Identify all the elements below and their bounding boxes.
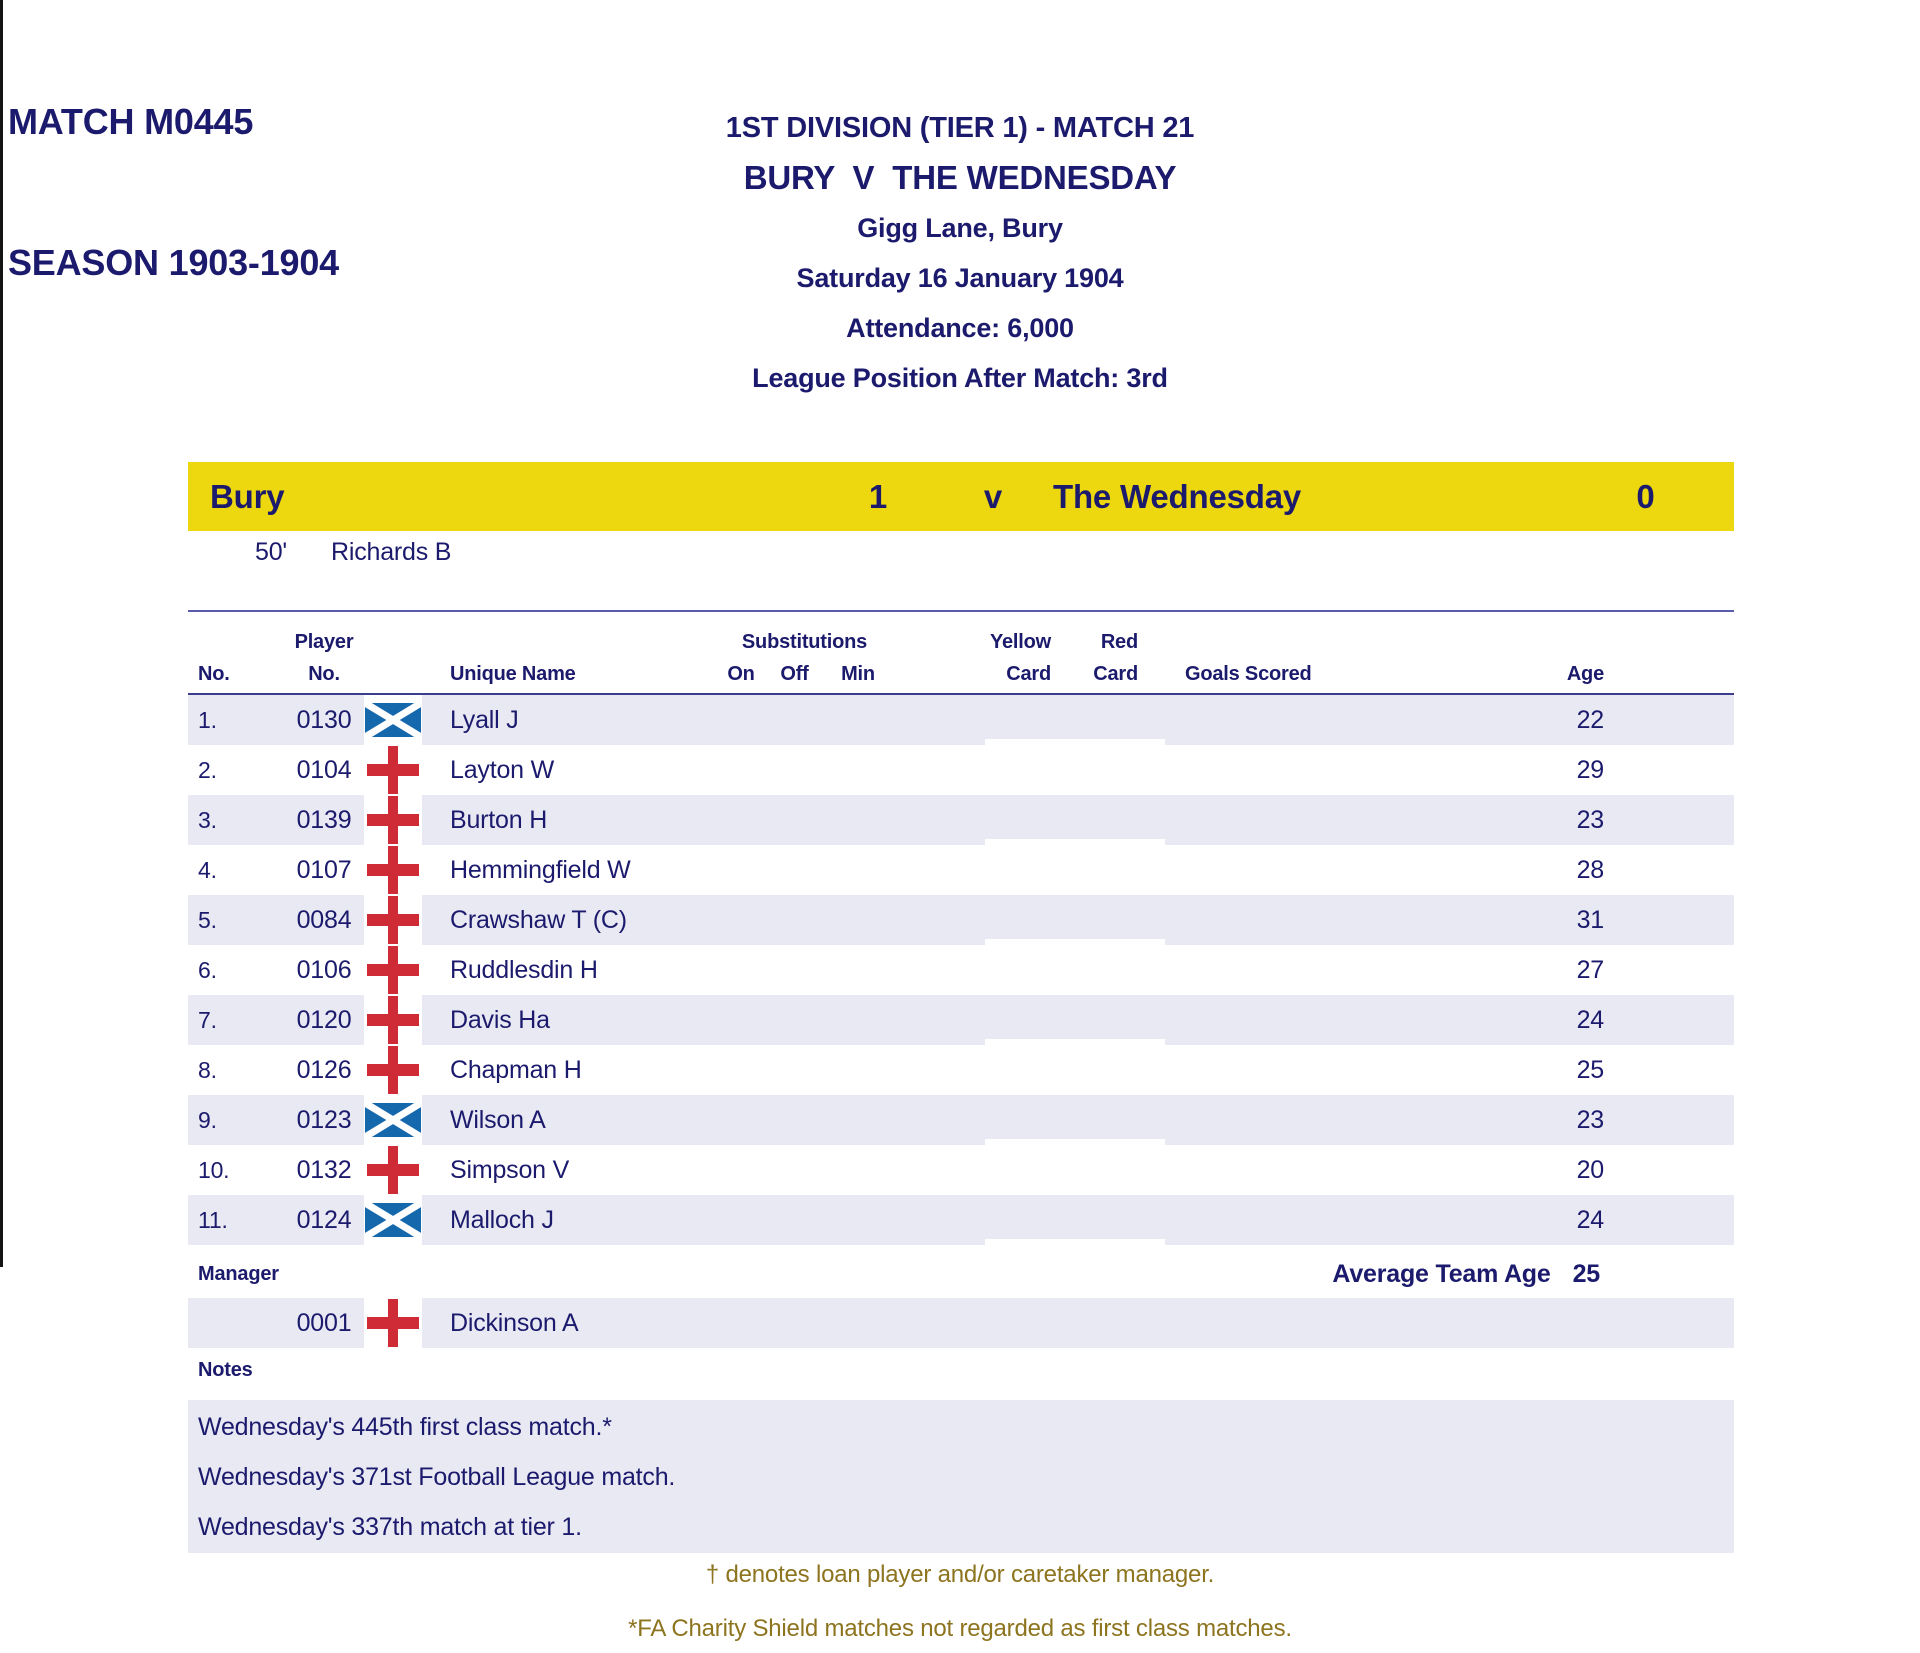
venue-line: Gigg Lane, Bury (857, 213, 1063, 243)
manager-label: Manager (198, 1262, 279, 1285)
nationality-flag-cell (360, 845, 426, 895)
player-age: 23 (1576, 1105, 1604, 1134)
table-header-row-1 (188, 612, 1734, 656)
player-age: 23 (1576, 805, 1604, 834)
row-number: 6. (198, 956, 217, 983)
players-table-body (188, 695, 1734, 1245)
england-flag-icon (367, 1046, 419, 1094)
scotland-flag-icon (365, 703, 421, 737)
player-name: Lyall J (450, 705, 519, 734)
nationality-flag-cell (360, 1298, 426, 1348)
player-age: 25 (1576, 1055, 1604, 1084)
table-row (188, 1095, 1734, 1145)
table-row (188, 1145, 1734, 1195)
nationality-flag-icon (364, 1145, 422, 1195)
table-row (188, 995, 1734, 1045)
match-id-title: MATCH M0445 (8, 101, 254, 142)
row-number: 11. (198, 1206, 228, 1233)
col-age-label: Age (1566, 663, 1604, 685)
nationality-flag-cell (360, 795, 426, 845)
scotland-flag-icon (365, 1203, 421, 1237)
player-age: 24 (1576, 1205, 1604, 1234)
notes-block (188, 1400, 1734, 1553)
player-number: 0104 (296, 755, 352, 784)
table-header-row-2 (188, 656, 1734, 693)
nationality-flag-cell (360, 995, 426, 1045)
player-age: 28 (1576, 855, 1604, 884)
season-title: SEASON 1903-1904 (8, 242, 339, 283)
table-row (188, 1298, 1734, 1348)
row-number: 9. (198, 1106, 217, 1133)
score-banner (188, 462, 1734, 531)
player-number: 0123 (296, 1105, 352, 1134)
nationality-flag-icon (364, 745, 422, 795)
home-team-name: Bury (210, 478, 285, 515)
nationality-flag-icon (364, 945, 422, 995)
nationality-flag-cell (360, 945, 426, 995)
player-name: Burton H (450, 805, 548, 834)
away-team-score: 0 (1636, 478, 1655, 515)
manager-summary-line (188, 1256, 1734, 1292)
row-number: 1. (198, 706, 217, 733)
note-line: Wednesday's 337th match at tier 1. (198, 1513, 582, 1541)
footnote-loan-player: † denotes loan player and/or caretaker manager. (705, 1561, 1215, 1588)
player-number: 0107 (296, 855, 352, 884)
note-line: Wednesday's 371st Football League match. (198, 1463, 676, 1491)
player-age: 22 (1576, 705, 1604, 734)
table-row (188, 845, 1734, 895)
home-team-score: 1 (868, 478, 888, 515)
nationality-flag-cell (360, 1045, 426, 1095)
england-flag-icon (367, 796, 419, 844)
col-no-label: No. (198, 663, 230, 685)
nationality-flag-icon (364, 695, 422, 745)
scotland-flag-icon (365, 1103, 421, 1137)
player-name: Ruddlesdin H (450, 955, 598, 984)
player-number: 0124 (296, 1205, 352, 1234)
row-number: 10. (198, 1156, 230, 1183)
col-unique-name-label: Unique Name (450, 663, 576, 685)
nationality-flag-icon (364, 1045, 422, 1095)
goal-scorer: Richards B (331, 538, 452, 566)
nationality-flag-icon (364, 795, 422, 845)
player-age: 29 (1576, 755, 1604, 784)
table-row (188, 795, 1734, 845)
nationality-flag-icon (364, 995, 422, 1045)
player-name: Malloch J (450, 1205, 554, 1234)
col-on-label: On (727, 663, 755, 685)
row-number: 2. (198, 756, 217, 783)
player-name: Hemmingfield W (450, 855, 631, 884)
england-flag-icon (367, 846, 419, 894)
nationality-flag-cell (360, 745, 426, 795)
table-row (188, 895, 1734, 945)
col-min-label: Min (841, 663, 875, 685)
england-flag-icon (367, 996, 419, 1044)
note-line: Wednesday's 445th first class match.* (198, 1413, 612, 1441)
nationality-flag-icon (364, 1095, 422, 1145)
row-number: 4. (198, 856, 217, 883)
col-red-card-label: Card (1093, 663, 1138, 685)
match-header (0, 103, 1920, 403)
player-number: 0120 (296, 1005, 352, 1034)
player-age: 31 (1576, 905, 1604, 934)
col-yellow-card-label: Card (1006, 663, 1051, 685)
table-row (188, 1045, 1734, 1095)
player-name: Crawshaw T (C) (450, 905, 627, 934)
england-flag-icon (367, 1146, 419, 1194)
row-number: 8. (198, 1056, 217, 1083)
nationality-flag-cell (360, 1195, 426, 1245)
nationality-flag-icon (364, 895, 422, 945)
col-player-no-label: No. (308, 663, 340, 685)
player-number: 0126 (296, 1055, 352, 1084)
average-team-age-value: 25 (1572, 1259, 1600, 1288)
england-flag-icon (367, 946, 419, 994)
nationality-flag-cell (360, 1145, 426, 1195)
league-position-line: League Position After Match: 3rd (752, 363, 1168, 393)
player-number: 0084 (296, 905, 352, 934)
nationality-flag-cell (360, 695, 426, 745)
manager-row-container (188, 1298, 1734, 1348)
player-number: 0001 (296, 1308, 352, 1337)
row-number: 5. (198, 906, 217, 933)
player-name: Wilson A (450, 1105, 546, 1134)
col-red-label: Red (1100, 631, 1138, 653)
nationality-flag-icon (364, 1195, 422, 1245)
player-number: 0106 (296, 955, 352, 984)
table-row (188, 1195, 1734, 1245)
player-name: Davis Ha (450, 1005, 550, 1034)
player-age: 27 (1576, 955, 1604, 984)
col-goals-scored-label: Goals Scored (1185, 663, 1312, 685)
row-number: 3. (198, 806, 217, 833)
col-yellow-label: Yellow (989, 631, 1051, 653)
nationality-flag-cell (360, 1095, 426, 1145)
attendance-line: Attendance: 6,000 (846, 313, 1074, 343)
player-name: Simpson V (450, 1155, 570, 1184)
table-row (188, 695, 1734, 745)
player-age: 20 (1576, 1155, 1604, 1184)
fixture-title: BURY V THE WEDNESDAY (743, 159, 1177, 196)
nationality-flag-cell (360, 895, 426, 945)
goal-scorer-line (188, 534, 1734, 570)
competition-title: 1ST DIVISION (TIER 1) - MATCH 21 (725, 112, 1195, 144)
player-name: Chapman H (450, 1055, 582, 1084)
goal-minute: 50' (255, 538, 287, 566)
date-line: Saturday 16 January 1904 (796, 263, 1124, 293)
player-number: 0139 (296, 805, 352, 834)
table-header (188, 610, 1734, 695)
footnote-charity-shield: *FA Charity Shield matches not regarded as first class matches. (628, 1615, 1292, 1642)
england-flag-icon (367, 1299, 419, 1347)
england-flag-icon (367, 896, 419, 944)
nationality-flag-icon (364, 1298, 422, 1348)
table-row (188, 945, 1734, 995)
col-off-label: Off (780, 663, 809, 685)
col-player-label: Player (294, 631, 354, 653)
col-substitutions-label: Substitutions (741, 631, 868, 653)
player-name: Dickinson A (450, 1308, 579, 1337)
player-name: Layton W (450, 755, 555, 784)
average-team-age-label: Average Team Age (1332, 1259, 1551, 1288)
player-number: 0132 (296, 1155, 352, 1184)
nationality-flag-icon (364, 845, 422, 895)
notes-label: Notes (198, 1359, 253, 1381)
player-age: 24 (1576, 1005, 1604, 1034)
table-row (188, 745, 1734, 795)
england-flag-icon (367, 746, 419, 794)
player-number: 0130 (296, 705, 352, 734)
away-team-name: The Wednesday (1053, 478, 1302, 515)
row-number: 7. (198, 1006, 217, 1033)
versus-separator: v (983, 478, 1003, 515)
